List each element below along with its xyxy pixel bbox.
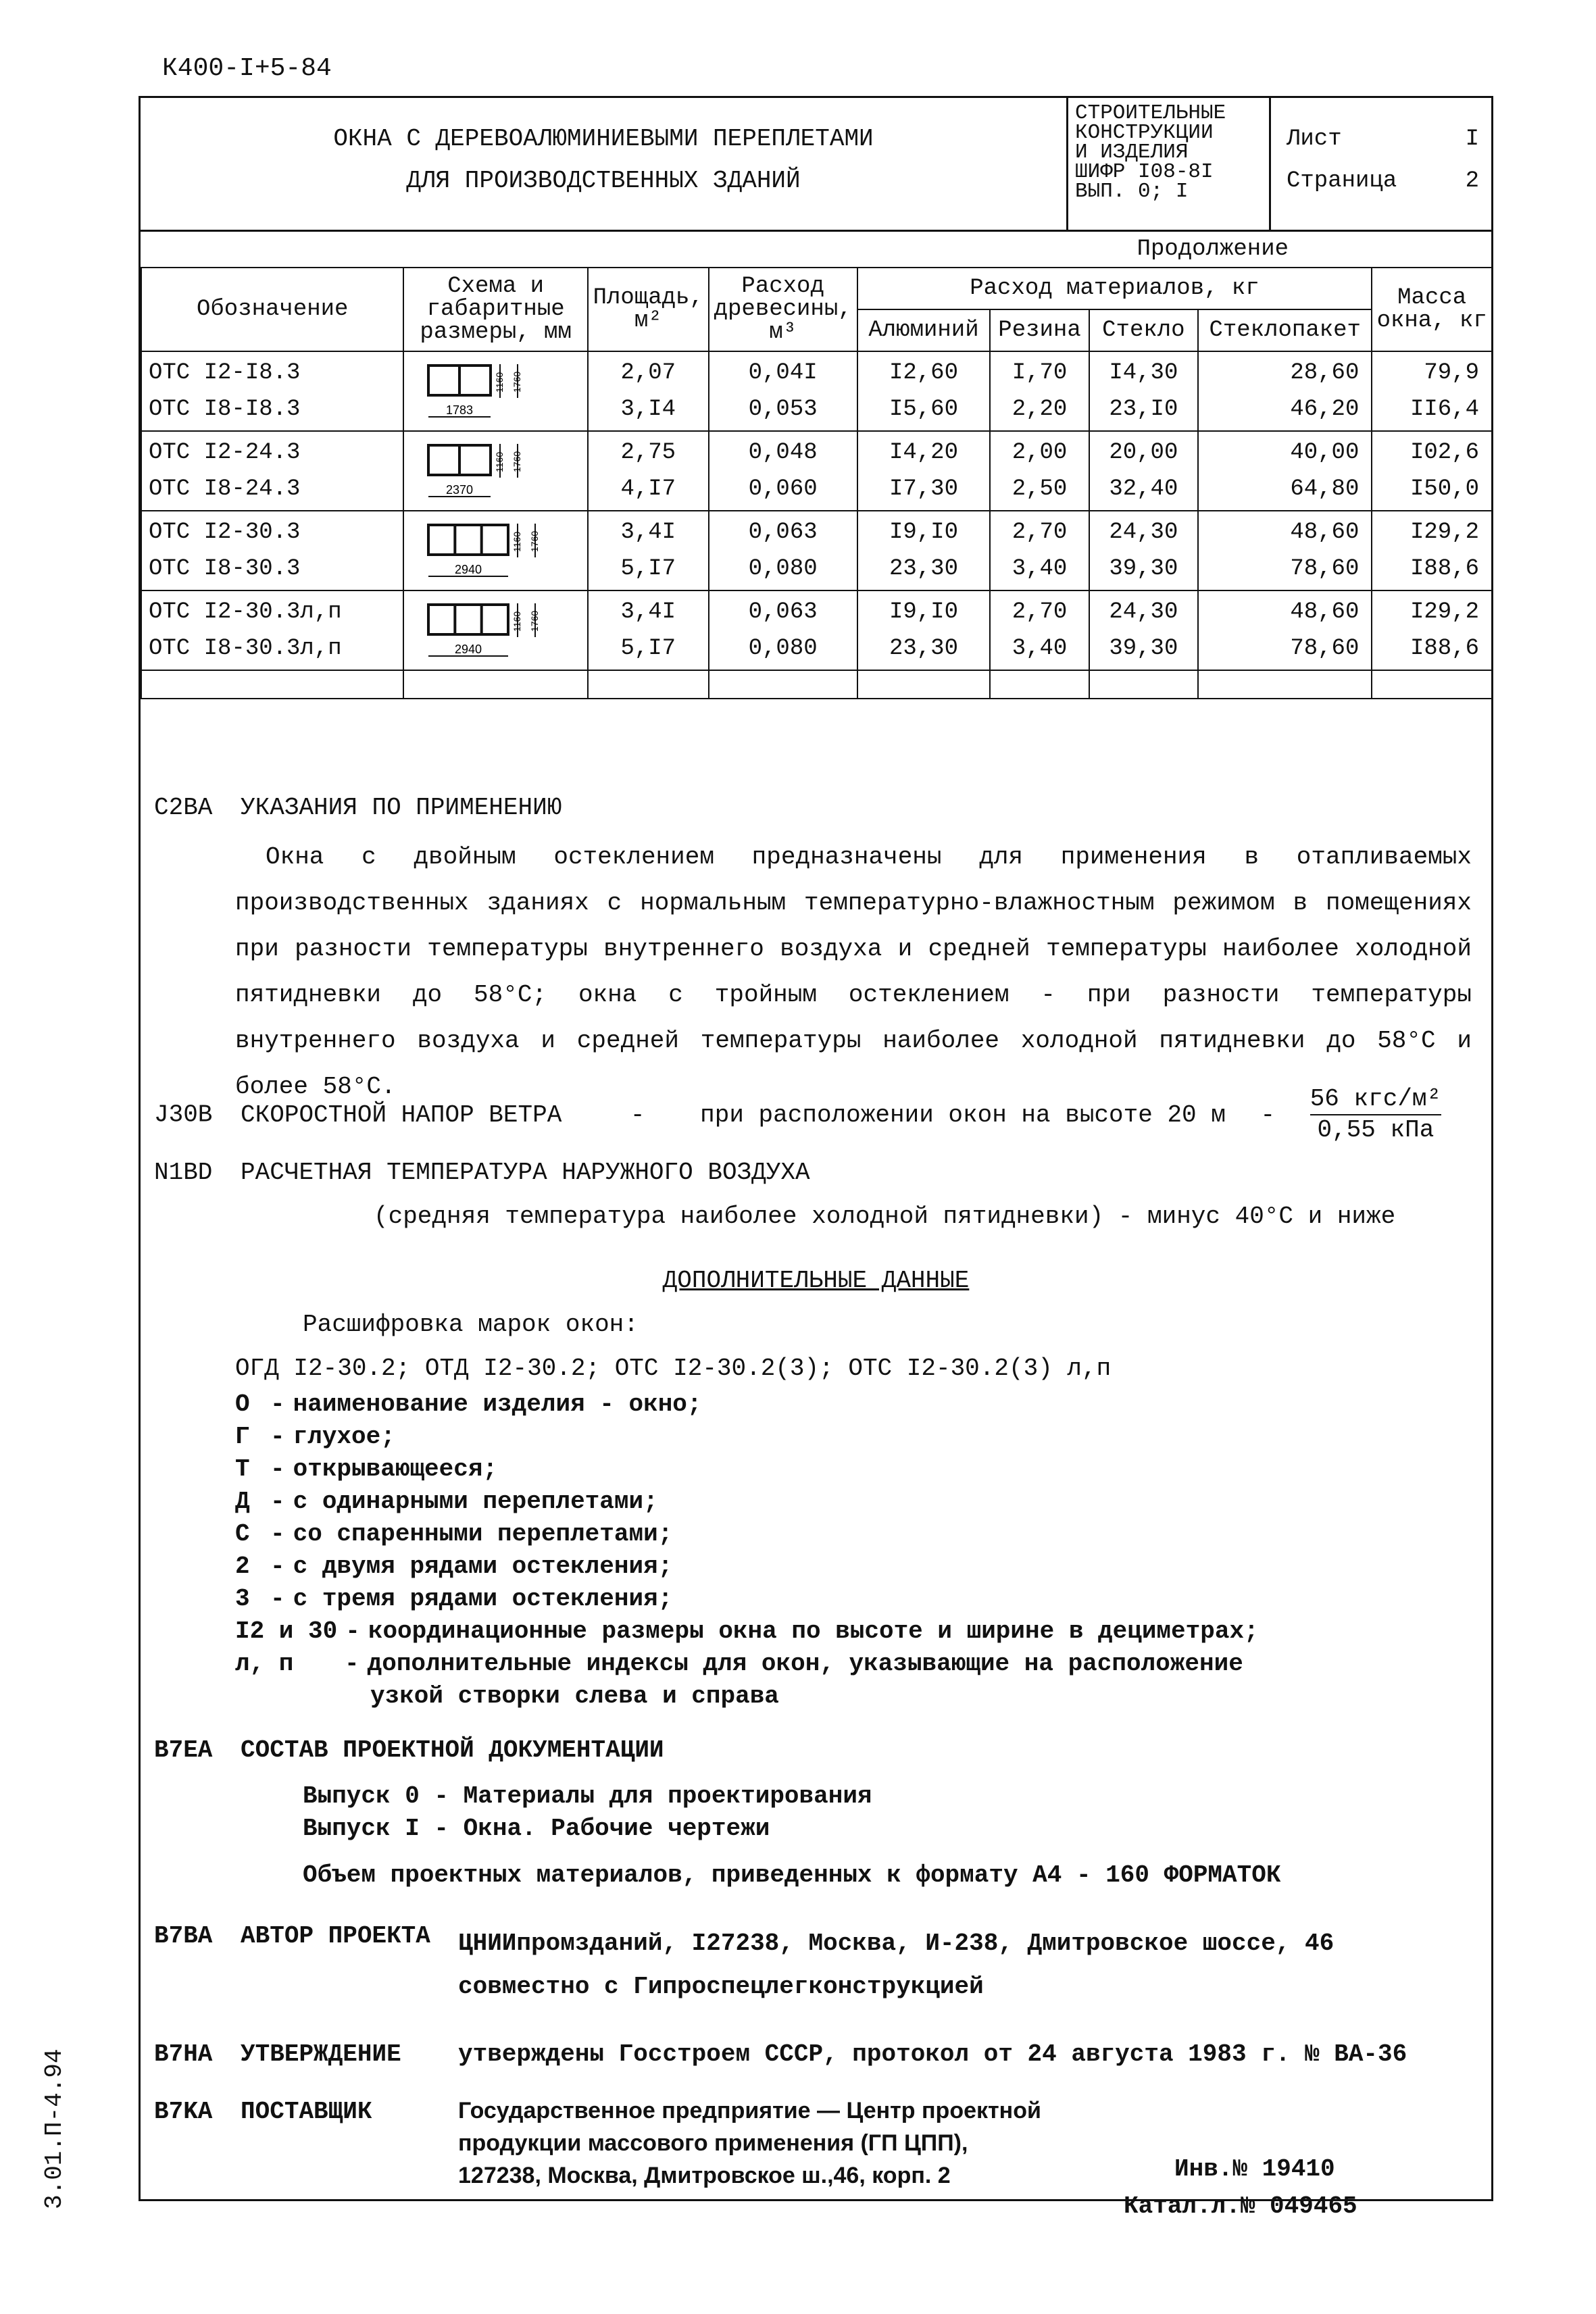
designation-cell-value: ОТС І2-30.3 bbox=[149, 520, 301, 545]
window-schema bbox=[403, 590, 587, 670]
designation-cell-value: ОТС І2-24.3 bbox=[149, 440, 301, 466]
aluminum-cell bbox=[857, 511, 991, 590]
rubber-cell bbox=[990, 511, 1089, 590]
area-cell bbox=[588, 511, 709, 590]
title-line-2: ДЛЯ ПРОИЗВОДСТВЕННЫХ ЗДАНИЙ bbox=[406, 167, 801, 195]
legend-item bbox=[235, 1615, 1259, 1648]
mass-cell bbox=[1372, 351, 1492, 431]
legend-item bbox=[235, 1388, 1259, 1421]
legend-text: глухое; bbox=[293, 1423, 395, 1451]
category-line: И ИЗДЕЛИЯ bbox=[1075, 141, 1189, 164]
empty-cell bbox=[1198, 670, 1372, 699]
aluminum-cell bbox=[857, 590, 991, 670]
category-block bbox=[1068, 98, 1271, 230]
wind-section bbox=[154, 1084, 1478, 1145]
glazing-unit-cell-value: 48,60 bbox=[1290, 599, 1360, 625]
glass-cell-value: І4,30 bbox=[1109, 360, 1178, 386]
designation-cell bbox=[141, 511, 403, 590]
empty-cell bbox=[990, 670, 1089, 699]
docs-item: Выпуск 0 - Материалы для проектирования bbox=[303, 1782, 872, 1810]
aluminum-cell bbox=[857, 351, 991, 431]
header-block bbox=[141, 98, 1491, 232]
area-cell-value: 3,4І bbox=[620, 599, 676, 625]
glass-cell-value: 23,І0 bbox=[1109, 397, 1178, 422]
mass-cell-value: І29,2 bbox=[1410, 520, 1479, 545]
legend-separator: - bbox=[345, 1617, 360, 1645]
sheet-label: Лист bbox=[1287, 126, 1342, 152]
glazing-unit-cell-value: 46,20 bbox=[1290, 397, 1360, 422]
wind-value-kgs: 56 кгс/м² bbox=[1310, 1084, 1441, 1115]
aluminum-cell-value: І9,І0 bbox=[889, 520, 958, 545]
wood-cell bbox=[709, 590, 857, 670]
wood-cell-value: 0,060 bbox=[748, 476, 818, 502]
table-row bbox=[141, 670, 1492, 699]
aluminum-cell-value: І7,30 bbox=[889, 476, 958, 502]
area-cell bbox=[588, 351, 709, 431]
designation-cell-value: ОТС І8-30.3 bbox=[149, 556, 301, 582]
area-cell-value: 2,07 bbox=[620, 360, 676, 386]
glazing-unit-cell-value: 78,60 bbox=[1290, 556, 1360, 582]
approval-code-title bbox=[154, 2040, 401, 2068]
rubber-cell-value: 2,00 bbox=[1012, 440, 1068, 466]
wood-cell-value: 0,04І bbox=[748, 360, 818, 386]
width-dimension: 1783 bbox=[445, 403, 473, 417]
legend-key: І2 и 30 bbox=[235, 1617, 338, 1645]
dash: - bbox=[630, 1101, 645, 1129]
author-code-title bbox=[154, 1922, 430, 1950]
legend-key: 3 bbox=[235, 1585, 250, 1613]
legend-key: Г bbox=[235, 1423, 250, 1451]
mass-cell-value: І50,0 bbox=[1410, 476, 1479, 502]
docs-section bbox=[154, 1736, 664, 1764]
window-schema bbox=[403, 511, 587, 590]
height-dimension: 1160 bbox=[511, 611, 522, 632]
glazing-unit-cell bbox=[1198, 590, 1372, 670]
side-code: 3.01.П-4.94 bbox=[41, 2048, 68, 2209]
glazing-unit-cell-value: 28,60 bbox=[1290, 360, 1360, 386]
section-code: B7BA bbox=[154, 1922, 213, 1950]
mass-cell-value: 79,9 bbox=[1424, 360, 1479, 386]
aluminum-cell bbox=[857, 431, 991, 511]
materials-table bbox=[141, 267, 1493, 699]
designation-cell bbox=[141, 351, 403, 431]
col-wood: Расход древесины, м³ bbox=[709, 268, 857, 351]
width-dimension: 2940 bbox=[454, 563, 482, 576]
section-title: ПОСТАВЩИК bbox=[241, 2098, 372, 2126]
usage-section bbox=[154, 794, 562, 822]
mass-cell-value: І88,6 bbox=[1410, 636, 1479, 661]
legend-key: О bbox=[235, 1390, 250, 1418]
area-cell bbox=[588, 590, 709, 670]
mass-cell bbox=[1372, 590, 1492, 670]
section-code: J30B bbox=[154, 1101, 213, 1129]
glazing-unit-cell bbox=[1198, 431, 1372, 511]
designation-cell bbox=[141, 590, 403, 670]
glass-cell-value: 24,30 bbox=[1109, 520, 1178, 545]
rubber-cell-value: 2,70 bbox=[1012, 520, 1068, 545]
height-dimension: 1760 bbox=[511, 451, 522, 472]
aluminum-cell-value: І5,60 bbox=[889, 397, 958, 422]
area-cell-value: 5,І7 bbox=[620, 636, 676, 661]
section-title: УКАЗАНИЯ ПО ПРИМЕНЕНИЮ bbox=[241, 794, 562, 822]
col-glazing-unit: Стеклопакет bbox=[1198, 309, 1372, 351]
glazing-unit-cell-value: 78,60 bbox=[1290, 636, 1360, 661]
rubber-cell-value: 3,40 bbox=[1012, 636, 1068, 661]
section-title: УТВЕРЖДЕНИЕ bbox=[241, 2040, 401, 2068]
mass-cell-value: І02,6 bbox=[1410, 440, 1479, 466]
glazing-unit-cell bbox=[1198, 351, 1372, 431]
legend-item bbox=[235, 1583, 1259, 1615]
mass-cell-value: І88,6 bbox=[1410, 556, 1479, 582]
height-dimension: 1760 bbox=[528, 610, 540, 632]
legend-item bbox=[235, 1551, 1259, 1583]
legend-separator: - bbox=[270, 1455, 285, 1483]
rubber-cell-value: 2,70 bbox=[1012, 599, 1068, 625]
page-label: Страница bbox=[1287, 168, 1397, 194]
empty-cell bbox=[709, 670, 857, 699]
empty-cell bbox=[857, 670, 991, 699]
table-row bbox=[141, 431, 1492, 511]
empty-cell bbox=[403, 670, 587, 699]
marks-legend bbox=[235, 1388, 1259, 1680]
designation-cell bbox=[141, 431, 403, 511]
section-title: СОСТАВ ПРОЕКТНОЙ ДОКУМЕНТАЦИИ bbox=[241, 1736, 664, 1764]
legend-continuation: узкой створки слева и справа bbox=[370, 1682, 779, 1710]
col-mass: Масса окна, кг bbox=[1372, 268, 1492, 351]
height-dimension: 1760 bbox=[511, 371, 522, 393]
col-aluminum: Алюминий bbox=[857, 309, 991, 351]
rubber-cell-value: 2,20 bbox=[1012, 397, 1068, 422]
legend-separator: - bbox=[270, 1585, 285, 1613]
wood-cell-value: 0,080 bbox=[748, 556, 818, 582]
temp-text: (средняя температура наиболее холодной пятидневки) - минус 40°С и ниже bbox=[374, 1203, 1396, 1230]
mass-cell-value: І29,2 bbox=[1410, 599, 1479, 625]
sheet-info bbox=[1273, 98, 1493, 230]
mass-cell-value: ІІ6,4 bbox=[1410, 397, 1479, 422]
legend-item bbox=[235, 1518, 1259, 1551]
legend-item bbox=[235, 1421, 1259, 1453]
supplier-line: Государственное предприятие — Центр проектной bbox=[458, 2098, 1041, 2123]
table-row bbox=[141, 511, 1492, 590]
designation-cell-value: ОТС І8-30.3л,п bbox=[149, 636, 342, 661]
legend-separator: - bbox=[270, 1390, 285, 1418]
section-title: СКОРОСТНОЙ НАПОР ВЕТРА bbox=[241, 1101, 562, 1129]
author-line: совместно с Гипроспецлегконструкцией bbox=[458, 1973, 984, 2001]
page-value: 2 bbox=[1465, 168, 1479, 194]
glass-cell-value: 20,00 bbox=[1109, 440, 1178, 466]
legend-item bbox=[235, 1453, 1259, 1486]
title-line-1: ОКНА С ДЕРЕВОАЛЮМИНИЕВЫМИ ПЕРЕПЛЕТАМИ bbox=[333, 125, 874, 153]
glazing-unit-cell bbox=[1198, 511, 1372, 590]
approval-text: утверждены Госстроем СССР, протокол от 24 августа 1983 г. № ВА-36 bbox=[458, 2040, 1407, 2068]
width-dimension: 2940 bbox=[454, 643, 482, 656]
rubber-cell-value: І,70 bbox=[1012, 360, 1068, 386]
marks-line: ОГД І2-30.2; ОТД І2-30.2; ОТС І2-30.2(3); ОТС І2-30.2(3) л,п bbox=[235, 1355, 1112, 1382]
window-schema-drawing bbox=[415, 357, 577, 425]
designation-cell-value: ОТС І8-І8.3 bbox=[149, 397, 301, 422]
supplier-line: 127238, Москва, Дмитровское ш.,46, корп. 2 bbox=[458, 2163, 951, 2188]
section-code: C2BA bbox=[154, 794, 213, 822]
aluminum-cell-value: 23,30 bbox=[889, 636, 958, 661]
legend-key: С bbox=[235, 1520, 250, 1548]
designation-cell-value: ОТС І8-24.3 bbox=[149, 476, 301, 502]
designation-cell-value: ОТС І2-І8.3 bbox=[149, 360, 301, 386]
section-code: B7KA bbox=[154, 2098, 213, 2126]
legend-text: с двумя рядами остекления; bbox=[293, 1553, 673, 1580]
window-schema-drawing bbox=[415, 437, 577, 505]
aluminum-cell-value: І9,І0 bbox=[889, 599, 958, 625]
col-materials: Расход материалов, кг bbox=[857, 268, 1372, 309]
glass-cell bbox=[1089, 351, 1198, 431]
section-code: B7HA bbox=[154, 2040, 213, 2068]
legend-key: л, п bbox=[235, 1650, 294, 1678]
aluminum-cell-value: І4,20 bbox=[889, 440, 958, 466]
height-dimension: 1160 bbox=[511, 531, 522, 552]
document-code: К400-І+5-84 bbox=[162, 54, 332, 83]
area-cell-value: 5,І7 bbox=[620, 556, 676, 582]
legend-separator: - bbox=[270, 1488, 285, 1515]
section-title: АВТОР ПРОЕКТА bbox=[241, 1922, 430, 1950]
glazing-unit-cell-value: 64,80 bbox=[1290, 476, 1360, 502]
sheet-value: І bbox=[1465, 126, 1479, 152]
glazing-unit-cell-value: 48,60 bbox=[1290, 520, 1360, 545]
legend-key: 2 bbox=[235, 1553, 250, 1580]
height-dimension: 1160 bbox=[493, 372, 505, 393]
legend-text: с одинарными переплетами; bbox=[293, 1488, 658, 1515]
col-schema: Схема и габаритные размеры, мм bbox=[403, 268, 587, 351]
col-glass: Стекло bbox=[1089, 309, 1198, 351]
continuation-label: Продолжение bbox=[1137, 236, 1289, 262]
legend-separator: - bbox=[345, 1650, 359, 1678]
glass-cell bbox=[1089, 431, 1198, 511]
rubber-cell-value: 2,50 bbox=[1012, 476, 1068, 502]
empty-cell bbox=[588, 670, 709, 699]
col-designation: Обозначение bbox=[141, 268, 403, 351]
extra-title: ДОПОЛНИТЕЛЬНЫЕ ДАННЫЕ bbox=[662, 1267, 970, 1294]
wood-cell bbox=[709, 511, 857, 590]
legend-text: со спаренными переплетами; bbox=[293, 1520, 673, 1548]
window-schema bbox=[403, 351, 587, 431]
legend-separator: - bbox=[270, 1553, 285, 1580]
aluminum-cell-value: І2,60 bbox=[889, 360, 958, 386]
document-title bbox=[141, 98, 1068, 230]
section-title: РАСЧЕТНАЯ ТЕМПЕРАТУРА НАРУЖНОГО ВОЗДУХА bbox=[241, 1159, 810, 1186]
extra-subtitle: Расшифровка марок окон: bbox=[303, 1311, 639, 1338]
window-schema bbox=[403, 431, 587, 511]
wood-cell-value: 0,080 bbox=[748, 636, 818, 661]
empty-cell bbox=[1372, 670, 1492, 699]
legend-separator: - bbox=[270, 1423, 285, 1451]
supplier-line: продукции массового применения (ГП ЦПП), bbox=[458, 2130, 968, 2156]
rubber-cell bbox=[990, 351, 1089, 431]
legend-item bbox=[235, 1648, 1259, 1680]
wood-cell bbox=[709, 351, 857, 431]
docs-items bbox=[303, 1780, 872, 1845]
legend-text: наименование изделия - окно; bbox=[293, 1390, 702, 1418]
table-row bbox=[141, 590, 1492, 670]
section-code: B7EA bbox=[154, 1736, 213, 1764]
glass-cell-value: 24,30 bbox=[1109, 599, 1178, 625]
dash: - bbox=[1260, 1101, 1276, 1129]
wood-cell-value: 0,048 bbox=[748, 440, 818, 466]
temp-section bbox=[154, 1159, 810, 1186]
category-line: ШИФР І08-8І bbox=[1075, 160, 1214, 184]
col-rubber: Резина bbox=[990, 309, 1089, 351]
glass-cell-value: 39,30 bbox=[1109, 556, 1178, 582]
legend-key: Т bbox=[235, 1455, 250, 1483]
mass-cell bbox=[1372, 431, 1492, 511]
wind-value-kpa: 0,55 кПа bbox=[1317, 1116, 1435, 1144]
wood-cell-value: 0,053 bbox=[748, 397, 818, 422]
glass-cell bbox=[1089, 511, 1198, 590]
legend-item bbox=[235, 1486, 1259, 1518]
wood-cell-value: 0,063 bbox=[748, 520, 818, 545]
section-code: N1BD bbox=[154, 1159, 213, 1186]
catalog-number: Катал.л.№ 049465 bbox=[1124, 2192, 1357, 2220]
legend-text: координационные размеры окна по высоте и ширине в дециметрах; bbox=[368, 1617, 1259, 1645]
wood-cell bbox=[709, 431, 857, 511]
glass-cell-value: 39,30 bbox=[1109, 636, 1178, 661]
window-schema-drawing bbox=[415, 517, 577, 584]
wind-text: при расположении окон на высоте 20 м bbox=[700, 1101, 1226, 1129]
area-cell-value: 3,І4 bbox=[620, 397, 676, 422]
legend-text: дополнительные индексы для окон, указывающие на расположение bbox=[367, 1650, 1243, 1678]
height-dimension: 1760 bbox=[528, 530, 540, 552]
mass-cell bbox=[1372, 511, 1492, 590]
area-cell-value: 3,4І bbox=[620, 520, 676, 545]
height-dimension: 1160 bbox=[493, 451, 505, 472]
empty-cell bbox=[141, 670, 403, 699]
category-line: СТРОИТЕЛЬНЫЕ bbox=[1075, 101, 1226, 125]
supplier-text bbox=[458, 2094, 1041, 2192]
supplier-code-title bbox=[154, 2098, 372, 2126]
author-text bbox=[458, 1922, 1334, 2009]
inventory-number: Инв.№ 19410 bbox=[1174, 2155, 1335, 2183]
docs-volume: Объем проектных материалов, приведенных к формату А4 - 160 ФОРМАТОК bbox=[303, 1861, 1281, 1889]
glass-cell-value: 32,40 bbox=[1109, 476, 1178, 502]
legend-text: открывающееся; bbox=[293, 1455, 498, 1483]
area-cell-value: 4,І7 bbox=[620, 476, 676, 502]
window-schema-drawing bbox=[415, 597, 577, 664]
rubber-cell bbox=[990, 431, 1089, 511]
category-line: ВЫП. 0; І bbox=[1075, 180, 1189, 203]
area-cell bbox=[588, 431, 709, 511]
legend-separator: - bbox=[270, 1520, 285, 1548]
area-cell-value: 2,75 bbox=[620, 440, 676, 466]
docs-item: Выпуск І - Окна. Рабочие чертежи bbox=[303, 1815, 770, 1842]
glass-cell bbox=[1089, 590, 1198, 670]
empty-cell bbox=[1089, 670, 1198, 699]
legend-text: с тремя рядами остекления; bbox=[293, 1585, 673, 1613]
wood-cell-value: 0,063 bbox=[748, 599, 818, 625]
author-line: ЦНИИпромзданий, І27238, Москва, И-238, Дмитровское шоссе, 46 bbox=[458, 1930, 1335, 1957]
legend-key: Д bbox=[235, 1488, 250, 1515]
designation-cell-value: ОТС І2-30.3л,п bbox=[149, 599, 342, 625]
page-frame bbox=[139, 96, 1493, 2220]
rubber-cell-value: 3,40 bbox=[1012, 556, 1068, 582]
table-row bbox=[141, 351, 1492, 431]
aluminum-cell-value: 23,30 bbox=[889, 556, 958, 582]
usage-text: Окна с двойным остеклением предназначены для применения в отапливаемых производственных зданиях с нормальным температурно-влажностным режимом в помещениях при разности температуры внутреннего воздуха и средней температуры наиболее холодной пятидневки до 58°С; окна с тройным остеклением - при разности температуры внутреннего воздуха и средней температуры наиболее холодной пятидневки до 58°С и более 58°С. bbox=[235, 843, 1472, 1101]
width-dimension: 2370 bbox=[445, 483, 473, 497]
col-area: Площадь, м² bbox=[588, 268, 709, 351]
category-line: КОНСТРУКЦИИ bbox=[1075, 121, 1214, 145]
rubber-cell bbox=[990, 590, 1089, 670]
glazing-unit-cell-value: 40,00 bbox=[1290, 440, 1360, 466]
